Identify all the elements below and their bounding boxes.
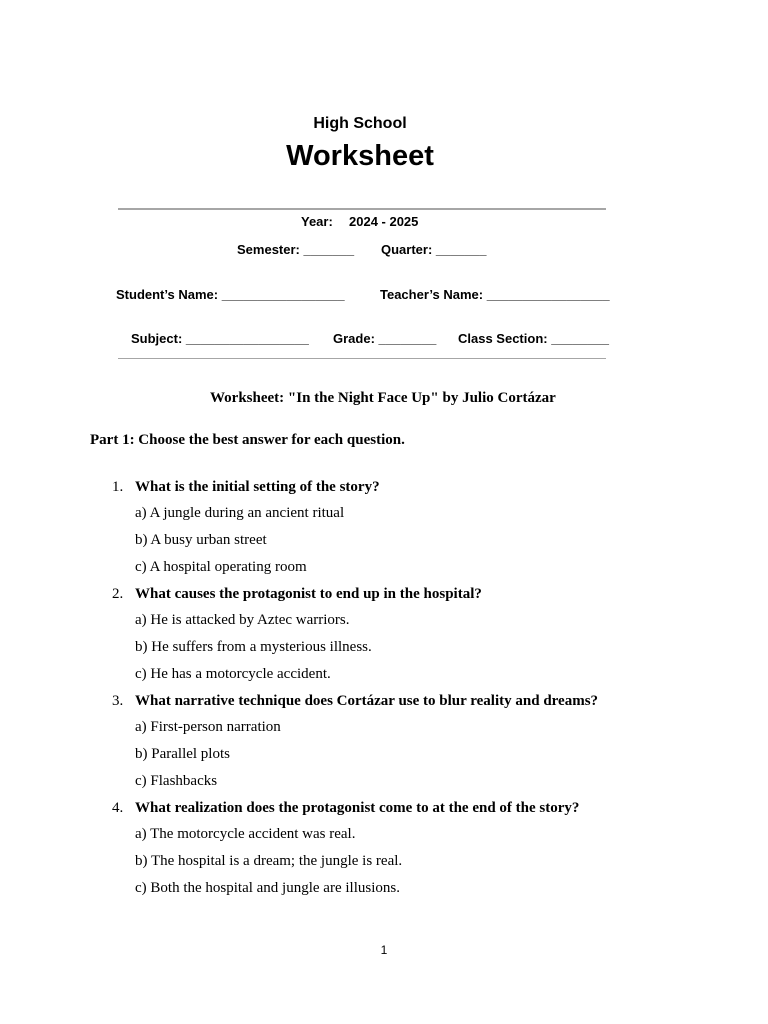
- question-text: What realization does the protagonist come to at the end of the story?: [135, 800, 580, 816]
- answer-option: b) The hospital is a dream; the jungle is real.: [135, 853, 403, 869]
- question-text: What narrative technique does Cortázar use to blur reality and dreams?: [135, 693, 599, 709]
- question-number: 3.: [112, 693, 124, 709]
- worksheet-heading: Worksheet: "In the Night Face Up" by Julio Cortázar: [210, 390, 556, 406]
- class-section-field: Class Section: ________: [458, 331, 610, 346]
- question-number: 1.: [112, 479, 124, 495]
- question-number: 4.: [112, 800, 124, 816]
- year-value: 2024 - 2025: [349, 214, 419, 229]
- answer-option: c) Both the hospital and jungle are illusions.: [135, 880, 400, 896]
- question-text: What is the initial setting of the story?: [135, 479, 380, 495]
- answer-option: a) First-person narration: [135, 719, 281, 735]
- page-title: Worksheet: [286, 140, 434, 172]
- question-number: 2.: [112, 586, 124, 602]
- answer-option: a) A jungle during an ancient ritual: [135, 505, 345, 521]
- subject-field: Subject: _________________: [131, 331, 309, 346]
- grade-field: Grade: ________: [333, 331, 437, 346]
- header-divider-top: [118, 208, 606, 210]
- answer-option: c) Flashbacks: [135, 773, 218, 789]
- answer-option: a) The motorcycle accident was real.: [135, 826, 356, 842]
- semester-field: Semester: _______: [237, 242, 355, 257]
- year-label: Year:: [301, 214, 333, 229]
- answer-option: b) A busy urban street: [135, 532, 267, 548]
- answer-option: b) He suffers from a mysterious illness.: [135, 639, 372, 655]
- quarter-field: Quarter: _______: [381, 242, 487, 257]
- part-heading: Part 1: Choose the best answer for each question.: [90, 432, 405, 448]
- header-divider-bottom: [118, 358, 606, 359]
- answer-option: c) A hospital operating room: [135, 559, 307, 575]
- question-text: What causes the protagonist to end up in the hospital?: [135, 586, 482, 602]
- answer-option: a) He is attacked by Aztec warriors.: [135, 612, 350, 628]
- answer-option: c) He has a motorcycle accident.: [135, 666, 331, 682]
- page-number: 1: [380, 943, 388, 957]
- answer-option: b) Parallel plots: [135, 746, 230, 762]
- school-level-label: High School: [313, 115, 407, 132]
- student-name-field: Student’s Name: _________________: [116, 287, 345, 302]
- teacher-name-field: Teacher’s Name: _________________: [380, 287, 610, 302]
